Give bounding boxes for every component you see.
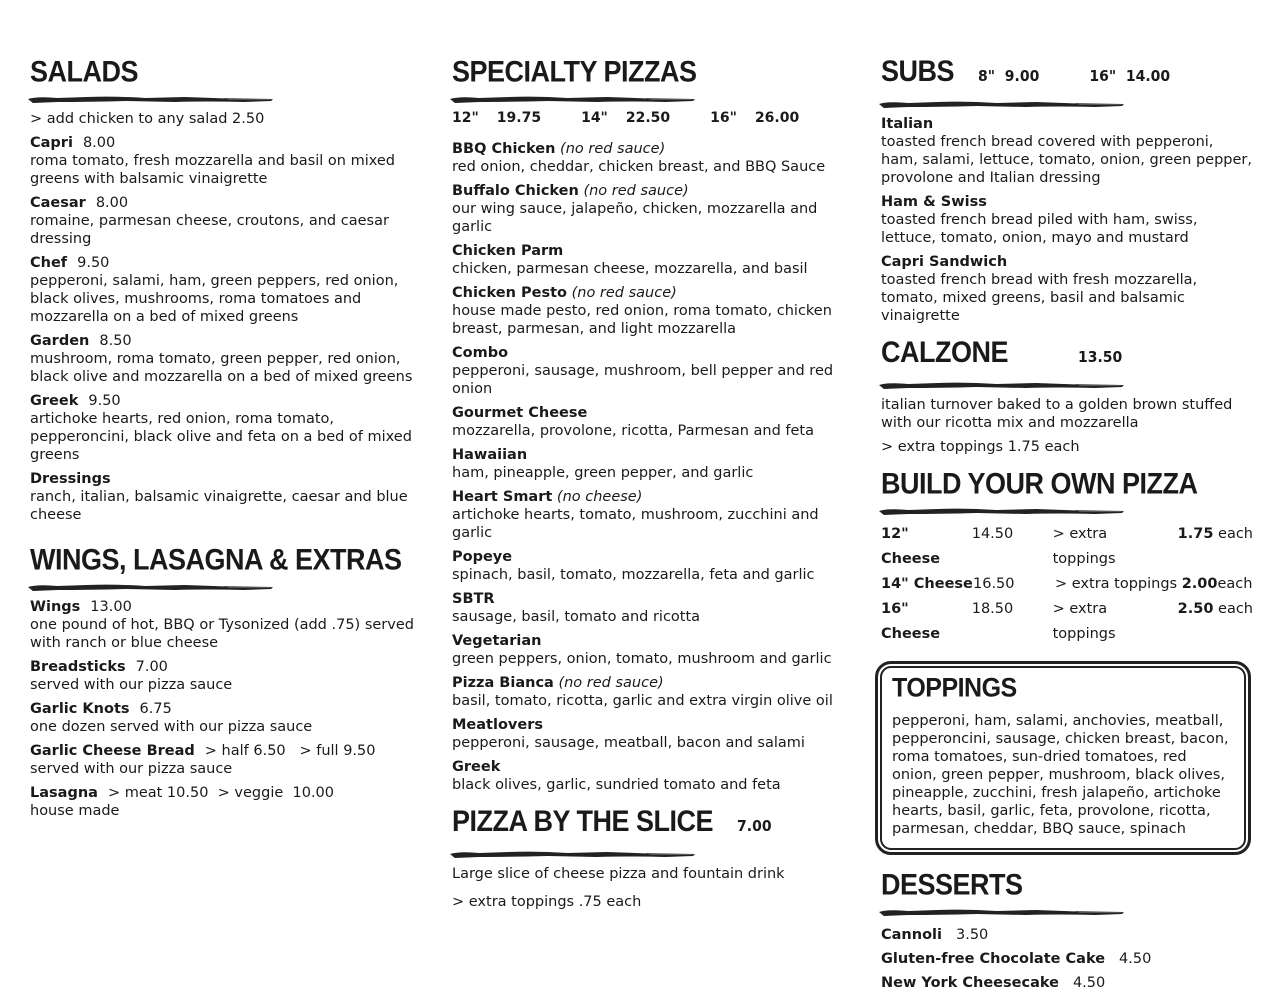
byo-table — [881, 522, 1253, 647]
item-name: BBQ Chicken — [452, 141, 556, 157]
desserts-heading: DESSERTS — [881, 868, 1023, 901]
menu-item — [30, 700, 420, 736]
item-name: Caesar — [30, 195, 86, 211]
size-label: 16" — [710, 110, 737, 126]
item-name: Vegetarian — [452, 633, 542, 649]
subs-price-16: 16" 14.00 — [1089, 68, 1171, 86]
byo-each: each — [1217, 576, 1253, 592]
item-name: Garlic Knots — [30, 701, 130, 717]
column-right — [881, 55, 1253, 995]
menu-item — [30, 470, 420, 524]
item-name: Garlic Cheese Bread — [30, 743, 195, 759]
menu-item — [30, 134, 420, 188]
item-desc: sausage, basil, tomato and ricotta — [452, 609, 701, 625]
byo-extra: > extra toppings — [1052, 526, 1116, 567]
byo-extra: > extra toppings — [1052, 601, 1116, 642]
brush-underline — [879, 99, 1124, 109]
item-price: 4.50 — [1119, 951, 1152, 967]
menu-item — [452, 182, 852, 236]
byo-row — [881, 522, 1253, 572]
item-name: Garden — [30, 333, 90, 349]
menu-item — [452, 344, 852, 398]
item-desc: roma tomato, fresh mozzarella and basil on mixed greens with balsamic vinaigrette — [30, 153, 395, 187]
menu-item — [452, 632, 852, 668]
item-desc: romaine, parmesan cheese, croutons, and caesar dressing — [30, 213, 389, 247]
byo-size: 12" Cheese — [881, 526, 941, 567]
toppings-list: pepperoni, ham, salami, anchovies, meatball, pepperoncini, sausage, chicken breast, bacon, roma tomatoes, sun-dried tomatoes, red onion, green pepper, mushroom, black olives, pineapple, zucchini, fresh jalapeño, artichoke hearts, basil, garlic, feta, provolone, ricotta, parmesan, cheddar, BBQ sauce, spinach — [892, 713, 1229, 837]
item-price: 8.50 — [99, 333, 132, 349]
item-desc: served with our pizza sauce — [30, 677, 233, 693]
menu-item — [881, 193, 1253, 247]
menu-item — [452, 674, 852, 710]
item-desc: basil, tomato, ricotta, garlic and extra virgin olive oil — [452, 693, 833, 709]
menu-item — [452, 716, 852, 752]
byo-size: 16" Cheese — [881, 601, 941, 642]
byo-price: 18.50 — [971, 601, 1014, 617]
specialty-list — [452, 140, 852, 794]
calzone-note: > extra toppings 1.75 each — [881, 439, 1080, 455]
menu-item — [452, 548, 852, 584]
size-price: 22.50 — [625, 110, 671, 126]
item-note: (no red sauce) — [571, 285, 677, 301]
item-desc: house made pesto, red onion, roma tomato, chicken breast, parmesan, and light mozzarella — [452, 303, 832, 337]
slice-heading — [452, 805, 852, 843]
brush-underline — [450, 849, 695, 859]
menu-item — [452, 590, 852, 626]
item-name: Gluten-free Chocolate Cake — [881, 951, 1106, 967]
item-price: 4.50 — [1072, 975, 1106, 991]
toppings-box — [875, 661, 1251, 855]
calzone-title: CALZONE — [881, 336, 1008, 369]
calzone-price: 13.50 — [1078, 349, 1123, 367]
dessert-item — [881, 923, 1253, 947]
menu-item — [452, 284, 852, 338]
subs-title: SUBS — [881, 55, 955, 88]
item-price: 9.50 — [88, 393, 121, 409]
item-name: Heart Smart — [452, 489, 553, 505]
menu-item — [30, 392, 420, 464]
size-label: 14" — [581, 110, 608, 126]
menu-item — [30, 254, 420, 326]
byo-row — [881, 597, 1253, 647]
byo-row — [881, 572, 1253, 597]
item-name: Combo — [452, 345, 509, 361]
menu-item — [452, 404, 852, 440]
item-price: 13.00 — [90, 599, 132, 615]
byo-extra-price: 1.75 — [1177, 526, 1214, 542]
subs-price-8: 8" 9.00 — [978, 68, 1040, 86]
byo-size: 14" Cheese — [881, 576, 973, 592]
byo-heading: BUILD YOUR OWN PIZZA — [881, 467, 1198, 500]
menu-item — [30, 658, 420, 694]
size-label: 12" — [452, 110, 479, 126]
salads-note: > add chicken to any salad 2.50 — [30, 111, 265, 127]
item-name: Chef — [30, 255, 68, 271]
item-desc: mushroom, roma tomato, green pepper, red onion, black olive and mozzarella on a bed of mixed greens — [30, 351, 413, 385]
item-desc: served with our pizza sauce — [30, 761, 233, 777]
menu-item — [30, 332, 420, 386]
column-middle — [452, 55, 852, 917]
item-name: Meatlovers — [452, 717, 543, 733]
item-desc: artichoke hearts, red onion, roma tomato, pepperoncini, black olive and feta on a bed of mixed greens — [30, 411, 412, 463]
slice-price: 7.00 — [737, 818, 772, 836]
item-desc: spinach, basil, tomato, mozzarella, feta and garlic — [452, 567, 815, 583]
brush-underline — [28, 582, 273, 592]
item-name: Lasagna — [30, 785, 98, 801]
menu-item — [30, 742, 420, 778]
item-name: Popeye — [452, 549, 513, 565]
item-desc: artichoke hearts, tomato, mushroom, zucchini and garlic — [452, 507, 819, 541]
menu-item — [452, 140, 852, 176]
item-name: New York Cheesecake — [881, 975, 1059, 991]
menu-item — [452, 758, 852, 794]
item-desc: pepperoni, sausage, mushroom, bell pepper and red onion — [452, 363, 834, 397]
item-desc: red onion, cheddar, chicken breast, and BBQ Sauce — [452, 159, 826, 175]
specialty-heading: SPECIALTY PIZZAS — [452, 55, 697, 88]
byo-extra-price: 2.50 — [1177, 601, 1214, 617]
item-desc: pepperoni, salami, ham, green peppers, red onion, black olives, mushrooms, roma tomatoes and mozzarella on a bed of mixed greens — [30, 273, 399, 325]
dessert-item — [881, 971, 1253, 995]
item-desc: green peppers, onion, tomato, mushroom and garlic — [452, 651, 832, 667]
item-price: 9.50 — [77, 255, 110, 271]
item-name: Greek — [30, 393, 79, 409]
menu-item — [452, 446, 852, 482]
item-name: Pizza Bianca — [452, 675, 554, 691]
item-price: 8.00 — [82, 135, 116, 151]
byo-extra: > extra toppings — [1055, 576, 1178, 592]
dessert-item — [881, 947, 1253, 971]
column-left — [30, 55, 420, 826]
item-desc: ranch, italian, balsamic vinaigrette, caesar and blue cheese — [30, 489, 408, 523]
byo-price: 16.50 — [973, 576, 1015, 592]
menu-item — [30, 598, 420, 652]
item-desc: pepperoni, sausage, meatball, bacon and salami — [452, 735, 805, 751]
item-name: SBTR — [452, 591, 495, 607]
pizza-sizes — [452, 110, 852, 126]
brush-underline — [879, 907, 1124, 917]
slice-note: > extra toppings .75 each — [452, 894, 642, 910]
item-desc: chicken, parmesan cheese, mozzarella, and basil — [452, 261, 808, 277]
size-price: 19.75 — [496, 110, 542, 126]
menu-item — [881, 115, 1253, 187]
calzone-heading — [881, 336, 1253, 374]
item-price: 7.00 — [135, 659, 168, 675]
item-name: Greek — [452, 759, 501, 775]
item-name: Gourmet Cheese — [452, 405, 588, 421]
byo-each: each — [1218, 526, 1253, 542]
item-name: Buffalo Chicken — [452, 183, 579, 199]
item-desc: house made — [30, 803, 120, 819]
byo-each: each — [1218, 601, 1253, 617]
item-desc: mozzarella, provolone, ricotta, Parmesan and feta — [452, 423, 814, 439]
item-desc: toasted french bread piled with ham, swiss, lettuce, tomato, onion, mayo and mustard — [881, 212, 1198, 246]
item-name: Capri Sandwich — [881, 254, 1008, 270]
item-options: > half 6.50 > full 9.50 — [204, 743, 376, 759]
item-name: Cannoli — [881, 927, 942, 943]
slice-desc: Large slice of cheese pizza and fountain drink — [452, 866, 785, 882]
item-name: Wings — [30, 599, 81, 615]
salads-heading: SALADS — [30, 55, 139, 88]
item-desc: one pound of hot, BBQ or Tysonized (add .75) served with ranch or blue cheese — [30, 617, 414, 651]
item-desc: one dozen served with our pizza sauce — [30, 719, 313, 735]
item-name: Chicken Parm — [452, 243, 564, 259]
item-note: (no red sauce) — [583, 183, 689, 199]
size-price: 26.00 — [754, 110, 800, 126]
item-name: Breadsticks — [30, 659, 126, 675]
item-name: Dressings — [30, 471, 111, 487]
item-note: (no red sauce) — [558, 675, 664, 691]
item-note: (no red sauce) — [560, 141, 666, 157]
item-desc: toasted french bread covered with pepperoni, ham, salami, lettuce, tomato, onion, green pepper, provolone and Italian dressing — [881, 134, 1252, 186]
toppings-heading: TOPPINGS — [892, 672, 1017, 703]
byo-extra-price: 2.00 — [1181, 576, 1218, 592]
item-options: > meat 10.50 > veggie 10.00 — [107, 785, 334, 801]
subs-heading — [881, 55, 1253, 93]
item-desc: toasted french bread with fresh mozzarella, tomato, mixed greens, basil and balsamic vinaigrette — [881, 272, 1198, 324]
slice-title: PIZZA BY THE SLICE — [452, 805, 714, 838]
item-name: Ham & Swiss — [881, 194, 987, 210]
calzone-desc: italian turnover baked to a golden brown stuffed with our ricotta mix and mozzarella — [881, 397, 1233, 431]
menu-item — [452, 488, 852, 542]
byo-price: 14.50 — [971, 526, 1014, 542]
item-name: Capri — [30, 135, 73, 151]
item-price: 3.50 — [955, 927, 989, 943]
brush-underline — [450, 94, 695, 104]
menu-item — [881, 253, 1253, 325]
item-desc: our wing sauce, jalapeño, chicken, mozzarella and garlic — [452, 201, 818, 235]
wings-heading: WINGS, LASAGNA & EXTRAS — [30, 543, 402, 576]
item-name: Hawaiian — [452, 447, 528, 463]
brush-underline — [28, 94, 273, 104]
item-note: (no cheese) — [556, 489, 643, 505]
item-desc: ham, pineapple, green pepper, and garlic — [452, 465, 754, 481]
item-price: 8.00 — [95, 195, 129, 211]
menu-item — [452, 242, 852, 278]
item-name: Italian — [881, 116, 934, 132]
item-name: Chicken Pesto — [452, 285, 567, 301]
brush-underline — [879, 380, 1124, 390]
brush-underline — [879, 506, 1124, 516]
menu-item — [30, 194, 420, 248]
menu-item — [30, 784, 420, 820]
item-desc: black olives, garlic, sundried tomato and feta — [452, 777, 781, 793]
item-price: 6.75 — [139, 701, 172, 717]
